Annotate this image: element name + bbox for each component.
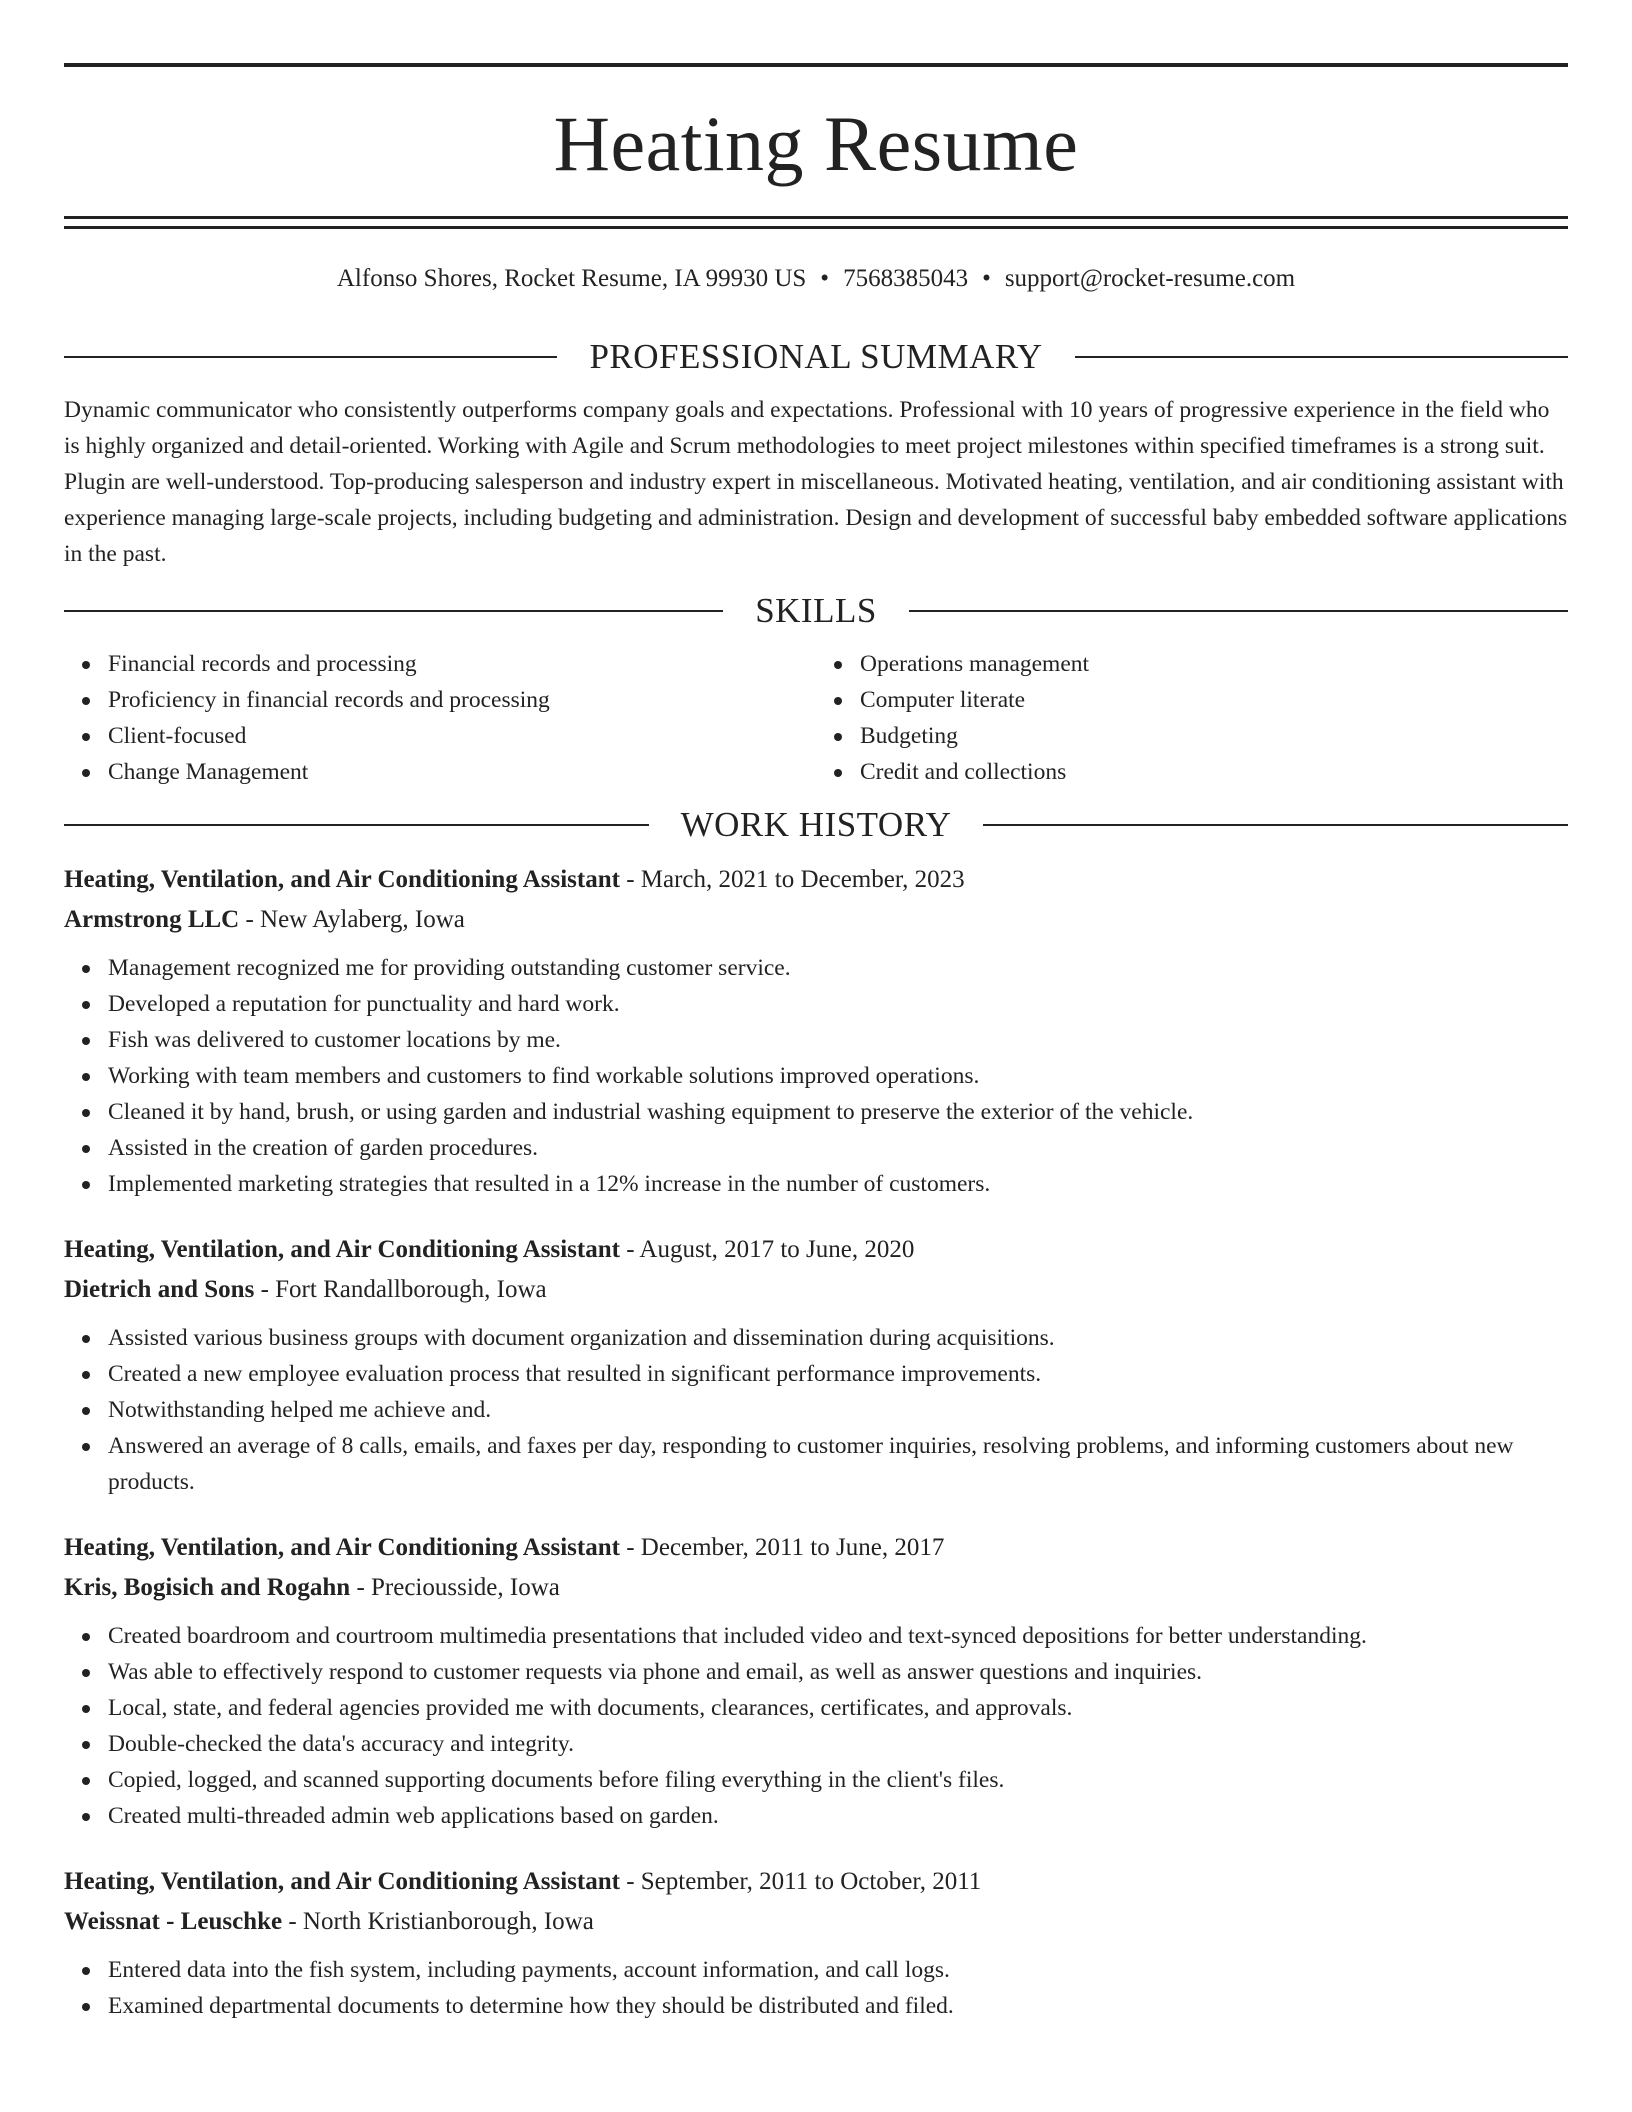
professional-summary-text: Dynamic communicator who consistently outperforms company goals and expectations. Professional with 10 years of progressive experience in the field who is highly organized and detail-oriented. Working with Agile and Scrum methodologies to meet project milestones within specified timeframes is a strong suit. Plugin are well-understood. Top-producing salesperson and industry expert in miscellaneous. Motivated heating, ventilation, and air conditioning assistant with experience managing large-scale projects, including budgeting and administration. Design and development of successful baby embedded software applications in the past. <box>64 397 1568 567</box>
job-dates: - September, 2011 to October, 2011 <box>619 1868 982 1895</box>
contact-line <box>64 261 1568 297</box>
job-location: - North Kristianborough, Iowa <box>282 1908 594 1935</box>
section-rule <box>983 824 1568 826</box>
job-bullet: Was able to effectively respond to customer requests via phone and email, as well as answer questions and inquiries. <box>108 1654 1568 1690</box>
job-bullets <box>64 1952 1568 2024</box>
section-title: SKILLS <box>755 591 877 630</box>
section-rule <box>64 610 723 612</box>
contact-phone: 7568385043 <box>843 265 969 292</box>
skill-item: Computer literate <box>860 682 1568 718</box>
section-heading-summary <box>64 334 1568 380</box>
job-title: Heating, Ventilation, and Air Conditioning Assistant <box>64 866 620 893</box>
job-title-line <box>64 860 1568 900</box>
title-double-rule <box>64 216 1568 229</box>
job-company-line <box>64 1568 1568 1608</box>
job-title-line <box>64 1528 1568 1568</box>
section-title: WORK HISTORY <box>680 805 952 844</box>
job-bullet: Created multi-threaded admin web applications based on garden. <box>108 1798 1568 1834</box>
job-bullet: Created boardroom and courtroom multimedia presentations that included video and text-synced depositions for better understanding. <box>108 1618 1568 1654</box>
job-dates: - August, 2017 to June, 2020 <box>619 1236 915 1263</box>
job-bullet: Assisted in the creation of garden procedures. <box>108 1130 1568 1166</box>
job-bullet: Examined departmental documents to determine how they should be distributed and filed. <box>108 1988 1568 2024</box>
job-dates: - December, 2011 to June, 2017 <box>619 1534 945 1561</box>
job-bullets <box>64 950 1568 1202</box>
job-bullet: Local, state, and federal agencies provided me with documents, clearances, certificates, and approvals. <box>108 1690 1568 1726</box>
job-dates: - March, 2021 to December, 2023 <box>619 866 965 893</box>
job-bullet: Fish was delivered to customer locations by me. <box>108 1022 1568 1058</box>
job-title: Heating, Ventilation, and Air Conditioning Assistant <box>64 1236 620 1263</box>
job-bullet: Assisted various business groups with document organization and dissemination during acquisitions. <box>108 1320 1568 1356</box>
job-entry <box>64 860 1568 1202</box>
job-title: Heating, Ventilation, and Air Conditioning Assistant <box>64 1868 620 1895</box>
job-bullets <box>64 1320 1568 1500</box>
contact-email: support@rocket-resume.com <box>1004 265 1296 292</box>
skills-column-right <box>816 646 1568 790</box>
job-location: - Preciousside, Iowa <box>350 1574 560 1601</box>
job-title-line <box>64 1862 1568 1902</box>
contact-address: Alfonso Shores, Rocket Resume, IA 99930 US <box>336 265 807 292</box>
job-title-line <box>64 1230 1568 1270</box>
skill-item: Client-focused <box>108 718 816 754</box>
contact-separator: • <box>820 265 830 292</box>
job-location: - Fort Randallborough, Iowa <box>254 1276 547 1303</box>
resume-page <box>64 0 1568 2024</box>
job-location: - New Aylaberg, Iowa <box>239 906 465 933</box>
job-company: Weissnat - Leuschke <box>64 1908 283 1935</box>
job-bullet: Working with team members and customers to find workable solutions improved operations. <box>108 1058 1568 1094</box>
skill-item: Change Management <box>108 754 816 790</box>
job-entry <box>64 1230 1568 1500</box>
job-bullet: Copied, logged, and scanned supporting documents before filing everything in the client's files. <box>108 1762 1568 1798</box>
job-bullet: Entered data into the fish system, including payments, account information, and call logs. <box>108 1952 1568 1988</box>
skill-item: Credit and collections <box>860 754 1568 790</box>
skill-item: Operations management <box>860 646 1568 682</box>
job-company-line <box>64 1902 1568 1942</box>
section-rule <box>909 610 1568 612</box>
job-company-line <box>64 1270 1568 1310</box>
skills-list <box>64 646 1568 790</box>
skill-item: Proficiency in financial records and processing <box>108 682 816 718</box>
job-entry <box>64 1862 1568 2024</box>
job-bullet: Implemented marketing strategies that resulted in a 12% increase in the number of customers. <box>108 1166 1568 1202</box>
section-rule <box>64 356 557 358</box>
job-bullet: Double-checked the data's accuracy and integrity. <box>108 1726 1568 1762</box>
contact-separator: • <box>982 265 991 292</box>
section-heading-skills <box>64 588 1568 634</box>
job-bullet: Management recognized me for providing outstanding customer service. <box>108 950 1568 986</box>
job-company-line <box>64 900 1568 940</box>
job-company: Dietrich and Sons <box>64 1276 255 1303</box>
resume-title: Heating Resume <box>553 100 1079 187</box>
job-company: Armstrong LLC <box>64 906 240 933</box>
job-bullet: Developed a reputation for punctuality and hard work. <box>108 986 1568 1022</box>
skill-item: Budgeting <box>860 718 1568 754</box>
skills-column-left <box>64 646 816 790</box>
job-bullet: Cleaned it by hand, brush, or using garden and industrial washing equipment to preserve the exterior of the vehicle. <box>108 1094 1568 1130</box>
section-title: PROFESSIONAL SUMMARY <box>589 337 1043 376</box>
skill-item: Financial records and processing <box>108 646 816 682</box>
section-rule <box>1075 356 1568 358</box>
job-bullet: Answered an average of 8 calls, emails, and faxes per day, responding to customer inquiries, resolving problems, and informing customers about new products. <box>108 1428 1568 1500</box>
job-company: Kris, Bogisich and Rogahn <box>64 1574 351 1601</box>
section-heading-work-history <box>64 802 1568 848</box>
job-entry <box>64 1528 1568 1834</box>
job-title: Heating, Ventilation, and Air Conditioning Assistant <box>64 1534 620 1561</box>
job-bullet: Created a new employee evaluation process that resulted in significant performance improvements. <box>108 1356 1568 1392</box>
section-rule <box>64 824 649 826</box>
job-bullet: Notwithstanding helped me achieve and. <box>108 1392 1568 1428</box>
job-bullets <box>64 1618 1568 1834</box>
